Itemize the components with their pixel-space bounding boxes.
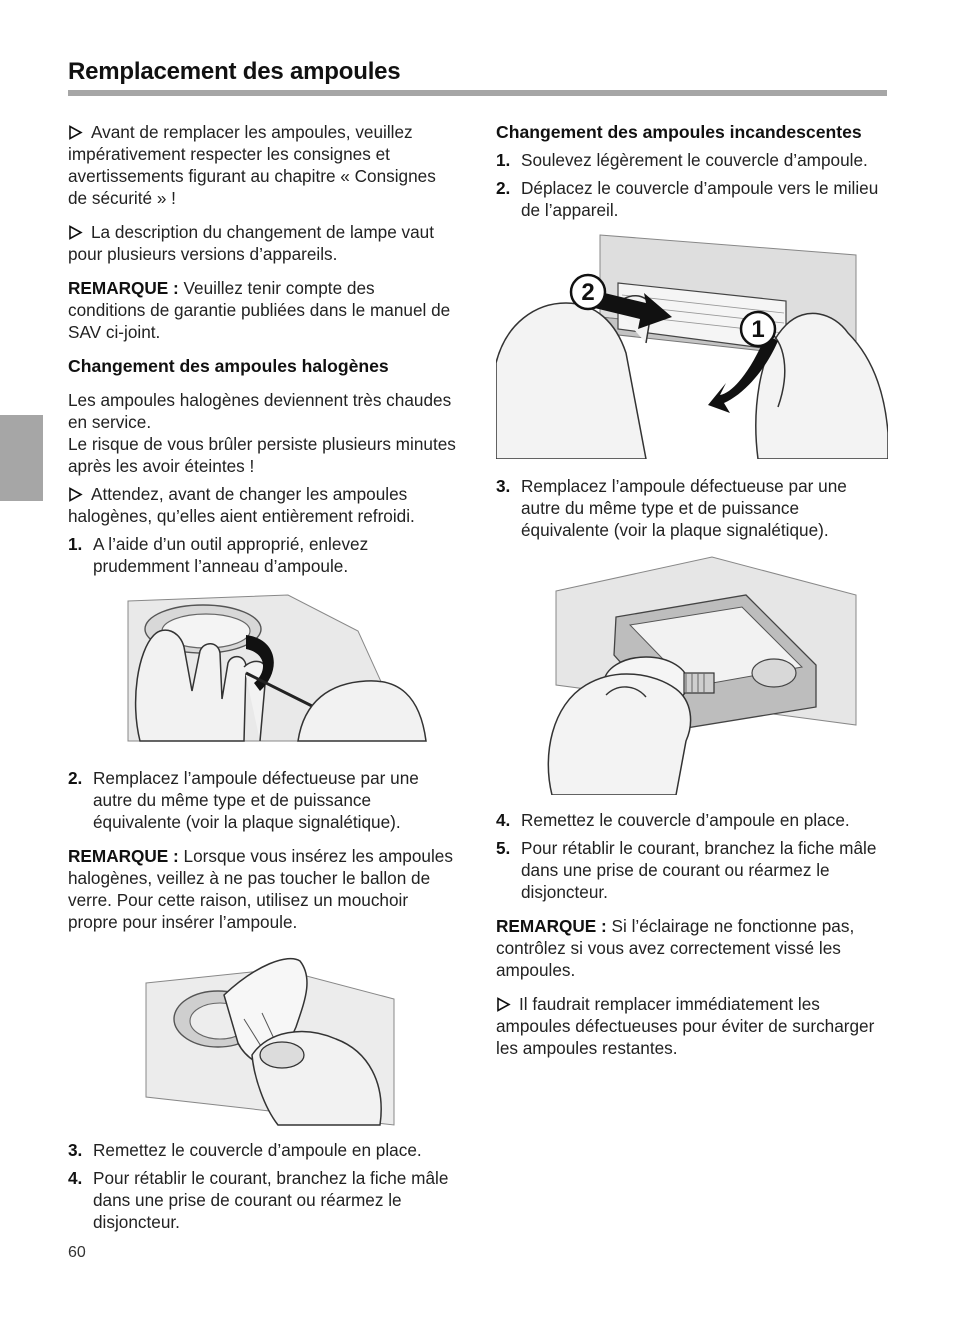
step-number: 3. (496, 476, 511, 496)
figure-ring-removal (68, 591, 456, 753)
step-item (496, 809, 888, 831)
step-text: A l’aide d’un outil approprié, enlevez prudemment l’anneau d’ampoule. (93, 534, 369, 576)
warning-paragraph: Avant de remplacer les ampoules, veuillez impérativement respecter les consignes et avertissements figurant au chapitre « Consignes de sécurité » ! (68, 122, 436, 208)
step-item (496, 177, 888, 221)
remark-halogen-glass: REMARQUE : Lorsque vous insérez les ampoules halogènes, veillez à ne pas toucher le ballon de verre. Pour cette raison, utilisez un mouchoir propre pour insérer l’ampoule. (68, 846, 453, 932)
halogen-heading: Changement des ampoules halogènes (68, 356, 389, 376)
step-text: Déplacez le couvercle d’ampoule vers le milieu de l’appareil. (521, 178, 879, 220)
step-number: 1. (68, 534, 83, 554)
step-item (496, 149, 888, 171)
step-item (496, 475, 888, 541)
step-text: Soulevez légèrement le couvercle d’ampoule. (521, 150, 868, 170)
step-item (68, 533, 456, 577)
figure-bulb-replace (496, 555, 888, 795)
page-number: 60 (68, 1244, 86, 1261)
step-text: Pour rétablir le courant, branchez la fiche mâle dans une prise de courant ou réarmez le disjoncteur. (93, 1168, 449, 1232)
step-item (68, 1139, 456, 1161)
warning-triangle-icon (496, 997, 511, 1012)
title-rule (68, 90, 887, 96)
step-item (68, 767, 456, 833)
step-item (68, 1167, 456, 1233)
remark-warranty: REMARQUE : Veuillez tenir compte des conditions de garantie publiées dans le manuel de SAV ci-joint. (68, 278, 451, 342)
callout-1-badge (741, 312, 775, 346)
step-number: 3. (68, 1140, 83, 1160)
warning-triangle-icon (68, 487, 83, 502)
figure-cover-move (496, 233, 888, 459)
step-number: 2. (496, 178, 511, 198)
incandescent-heading: Changement des ampoules incandescentes (496, 122, 862, 142)
step-number: 4. (496, 810, 511, 830)
warning-triangle-icon (68, 225, 83, 240)
halogen-burn-text: Le risque de vous brûler persiste plusieurs minutes après les avoir éteintes ! (68, 434, 456, 476)
callout-2-label: 2 (581, 279, 595, 306)
left-column (68, 121, 456, 1233)
figure-bulb-insert (68, 947, 456, 1127)
versions-paragraph: La description du changement de lampe vaut pour plusieurs versions d’appareils. (68, 222, 435, 264)
final-note-paragraph: Il faudrait remplacer immédiatement les ampoules défectueuses pour éviter de surcharger les ampoules restantes. (496, 994, 875, 1058)
step-item (496, 837, 888, 903)
step-text: Remettez le couvercle d’ampoule en place. (521, 810, 850, 830)
section-side-tab (0, 415, 43, 501)
step-text: Pour rétablir le courant, branchez la fiche mâle dans une prise de courant ou réarmez le disjoncteur. (521, 838, 877, 902)
page-title: Remplacement des ampoules (68, 58, 401, 85)
halogen-wait-paragraph: Attendez, avant de changer les ampoules halogènes, qu’elles aient entièrement refroidi. (68, 484, 415, 526)
step-text: Remplacez l’ampoule défectueuse par une autre du même type et de puissance équivalente (voir la plaque signalétique). (93, 768, 419, 832)
warning-triangle-icon (68, 125, 83, 140)
remark-lighting: REMARQUE : Si l’éclairage ne fonctionne pas, contrôlez si vous avez correctement vissé les ampoules. (496, 916, 855, 980)
halogen-hot-text: Les ampoules halogènes deviennent très chaudes en service. (68, 390, 452, 432)
step-text: Remettez le couvercle d’ampoule en place. (93, 1140, 422, 1160)
step-number: 4. (68, 1168, 83, 1188)
step-text: Remplacez l’ampoule défectueuse par une autre du même type et de puissance équivalente (voir la plaque signalétique). (521, 476, 847, 540)
callout-2-badge (571, 275, 605, 309)
step-number: 1. (496, 150, 511, 170)
step-number: 5. (496, 838, 511, 858)
step-number: 2. (68, 768, 83, 788)
right-column (496, 121, 888, 1059)
callout-1-label: 1 (751, 316, 765, 343)
